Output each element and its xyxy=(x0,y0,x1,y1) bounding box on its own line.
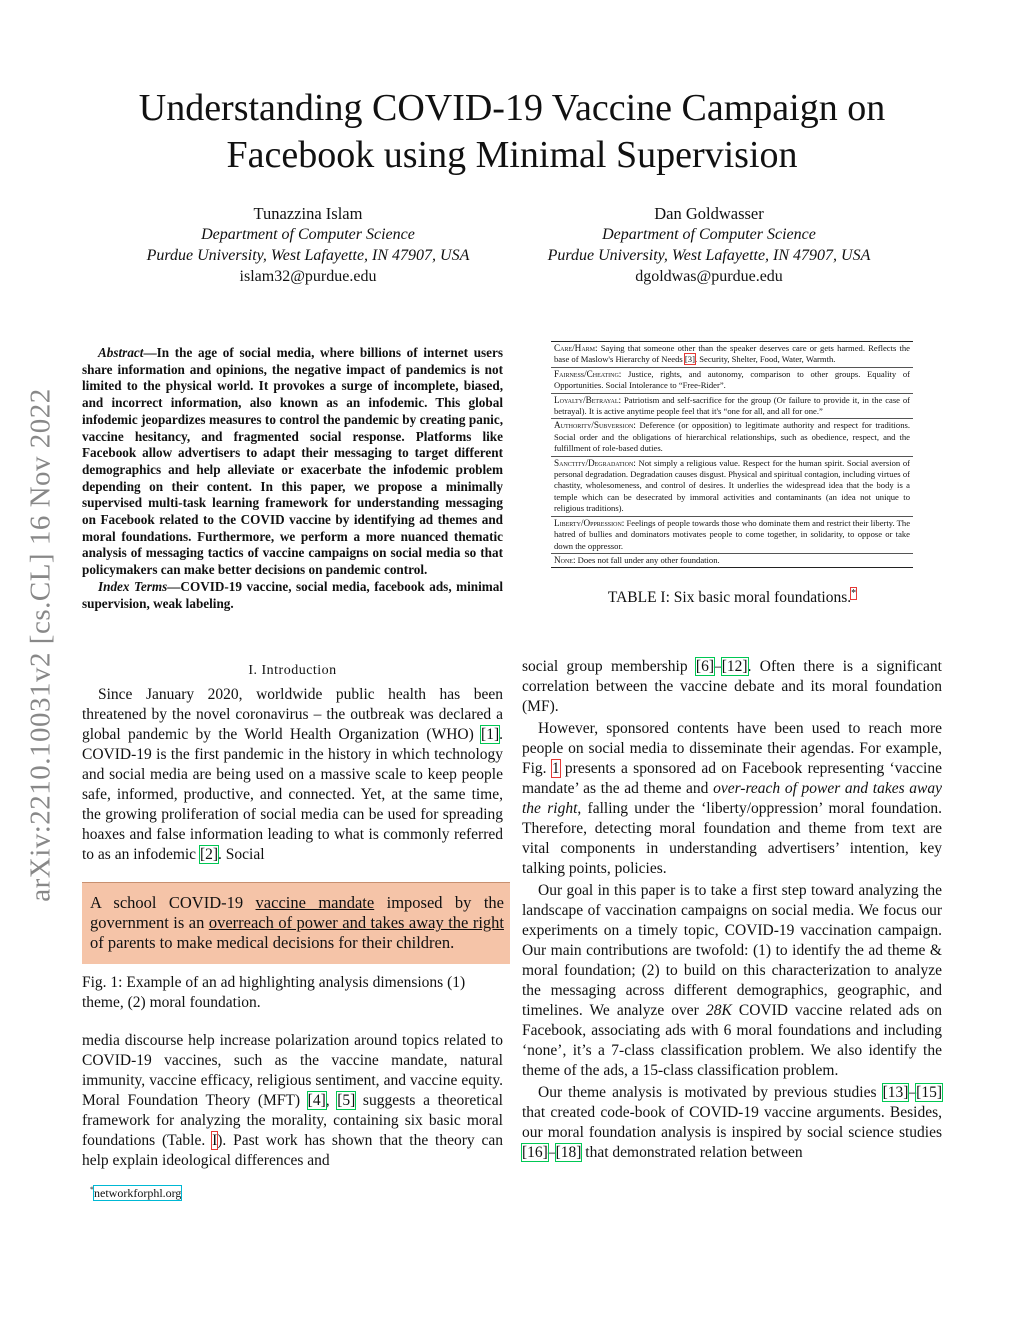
paper-title xyxy=(80,85,944,179)
highlight-moral: overreach of power and takes away the right xyxy=(208,913,504,932)
footnote-ref[interactable]: * xyxy=(851,588,857,599)
citation-link[interactable]: [18] xyxy=(555,1144,582,1161)
table-row: Authority/Subversion: Deference (or opposition) to legitimate authority and respect for traditions. Social order and the obligations of hierarchical relationships, such as obedience, respect, and the fulfillment of role-based duties. xyxy=(551,418,913,455)
author-name: Tunazzina Islam xyxy=(253,204,363,223)
author-block-2 xyxy=(489,203,929,287)
citation-link[interactable]: [4] xyxy=(307,1092,326,1109)
citation-link[interactable]: [3] xyxy=(684,354,695,365)
abstract-text: —In the age of social media, where billions of internet users share information and opinions, the negative impact of pandemics is not limited to the physical world. It provokes a surge of incomplete, biased, and incorrect information, also known as an infodemic. This global infodemic jeopardizes measures to control the pandemic by creating panic, vaccine hesitancy, and fragmented social response. Platforms like Facebook allow advertisers to adapt their messaging to target different demographics and help alleviate or exacerbate the infodemic problem depending on their content. In this paper, we propose a minimally supervised multi-task learning framework for understanding messaging on Facebook related to the COVID vaccine by identifying ad themes and moral foundations. Furthermore, we perform a more nuanced thematic analysis of messaging tactics of vaccine campaigns on social media so that policymakers can make better decisions on pandemic control. xyxy=(82,345,503,578)
figure-link[interactable]: 1 xyxy=(551,760,560,777)
citation-link[interactable]: [12] xyxy=(721,658,748,675)
table-row: Fairness/Cheating: Justice, rights, and autonomy, comparison to other groups. Equality of Opportunities. Social Intolerance to “Free-Rider”. xyxy=(551,367,913,393)
table-row: None: Does not fall under any other foundation. xyxy=(551,553,913,567)
table-link[interactable]: I xyxy=(212,1132,218,1149)
citation-link[interactable]: [16] xyxy=(522,1144,548,1161)
arxiv-stamp xyxy=(16,345,66,945)
section-heading: I. Introduction xyxy=(248,663,337,678)
moral-foundations-table xyxy=(551,341,913,568)
highlight-theme: vaccine mandate xyxy=(255,893,375,912)
author-affiliation: Purdue University, West Lafayette, IN 47907, USA xyxy=(146,247,470,264)
table-caption: TABLE I: Six basic moral foundations.* xyxy=(607,588,857,607)
table-row: Sanctity/Degradation: Not simply a religious value. Respect for the human spirit. Social aversion of personal degradation. Degradation causes disgust. Physical and spiritual contagion, including virtues of chastity, wholesomeness, and control of desires. It underlies the widespread idea that the body is a temple which can be desecrated by immoral activities and contaminants (an idea not unique to religious traditions). xyxy=(551,456,913,516)
author-block-1 xyxy=(88,203,528,287)
citation-link[interactable]: [1] xyxy=(481,726,500,743)
table-row: Loyalty/Betrayal: Patriotism and self-sacrifice for the group (Or failure to provide it, in the case of betrayal). It is active anytime people feel that it's “one for all, and all for one.” xyxy=(551,393,913,419)
title-line-1: Understanding COVID-19 Vaccine Campaign on xyxy=(138,87,886,129)
table-row: Liberty/Oppression: Feelings of people towards those who dominate them and restrict their liberty. The hatred of bullies and dominators motivates people to come together, in solidarity, to oppose or take down the oppressor. xyxy=(551,516,913,553)
intro-paragraph-1: Since January 2020, worldwide public health has been threatened by the novel coronavirus – the outbreak was declared a global pandemic by the World Health Organization (WHO) [1]. COVID-19 is the first pandemic in the history in which technology and social media are being used on a massive scale to keep people safe, informed, productive, and connected. Yet, at the same time, the growing proliferation of social media can be used for spreading hoaxes and false information leading to what is commonly referred to as an infodemic [2]. Social xyxy=(82,686,503,863)
title-line-2: Facebook using Minimal Supervision xyxy=(226,134,798,176)
arxiv-id: arXiv:2210.10031v2 [cs.CL] 16 Nov 2022 xyxy=(24,388,57,902)
figure-1-ad: A school COVID-19 vaccine mandate imposed by the government is an overreach of power and takes away the right of parents to make medical decisions for their children. xyxy=(82,882,510,964)
table-row: Care/Harm: Saying that someone other than the speaker deserves care or gets harmed. Reflects the base of Maslow's Hierarchy of Needs [3]. Security, Shelter, Food, Water, Warmth. xyxy=(554,343,910,365)
citation-link[interactable]: [15] xyxy=(916,1084,942,1101)
author-name: Dan Goldwasser xyxy=(654,204,764,223)
index-terms-text: —COVID-19 vaccine, social media, facebook ads, minimal supervision, weak labeling. xyxy=(82,578,503,611)
intro-paragraph-2: media discourse help increase polarization around topics related to COVID-19 vaccines, such as the vaccine mandate, natural immunity, vaccine efficacy, religious sentiment, and vaccine equity. Moral Foundation Theory (MFT) [4], [5] suggests a theoretical framework for analyzing the morality, containing six basic moral foundations (Table. I). Past work has shown that the theory can help explain ideological differences and xyxy=(82,1032,503,1169)
author-dept: Department of Computer Science xyxy=(602,226,816,243)
footnote xyxy=(90,1185,181,1201)
footnote-mark: * xyxy=(90,1185,94,1194)
author-dept: Department of Computer Science xyxy=(201,226,415,243)
right-column: social group membership [6]–[12]. Often there is a significant correlation between the vaccine debate and its moral foundation (MF). However, sponsored contents have been used to reach more people on social media to disseminate their agendas. For example, Fig. 1 presents a sponsored ad on Facebook representing ‘vaccine mandate’ as the ad theme and over-reach of power and takes away the right, falling under the ‘liberty/oppression’ moral foundation. Therefore, detecting moral foundation and theme from text are vital components in understanding advertisers’ intention, key talking points, policies. Our goal in this paper is to take a first step toward analyzing the landscape of vaccination campaigns on social media. We focus our experiments on a timely topic, COVID-19 vaccination campaign. Our main contributions are twofold: (1) to identify the ad theme & moral foundation; (2) to build on this characterization to analyze the messaging across different demographics, geographic, and timelines. We analyze over 28K COVID vaccine related ads on Facebook, associating ads with 6 moral foundations and including ‘none’, it’s a 7-class classification problem. We also identify the theme of the ads, a 15-class classification problem. Our theme analysis is motivated by previous studies [13]–[15] that created code-book of COVID-19 vaccine arguments. Besides, our moral foundation analysis is inspired by social science studies [16]–[18] that demonstrated relation between xyxy=(522,658,942,1161)
author-email: dgoldwas@purdue.edu xyxy=(635,268,783,285)
citation-link[interactable]: [5] xyxy=(337,1092,356,1109)
footnote-link[interactable]: networkforphl.org xyxy=(94,1186,182,1200)
citation-link[interactable]: [13] xyxy=(882,1084,909,1101)
figure-1-caption: Fig. 1: Example of an ad highlighting analysis dimensions (1) theme, (2) moral foundation. xyxy=(82,974,466,1011)
abstract-label: Abstract xyxy=(98,345,144,360)
author-email: islam32@purdue.edu xyxy=(239,268,377,285)
index-terms-label: Index Terms xyxy=(98,578,168,594)
author-affiliation: Purdue University, West Lafayette, IN 47907, USA xyxy=(547,247,871,264)
citation-link[interactable]: [2] xyxy=(199,846,219,863)
abstract xyxy=(82,345,503,612)
citation-link[interactable]: [6] xyxy=(695,658,714,675)
